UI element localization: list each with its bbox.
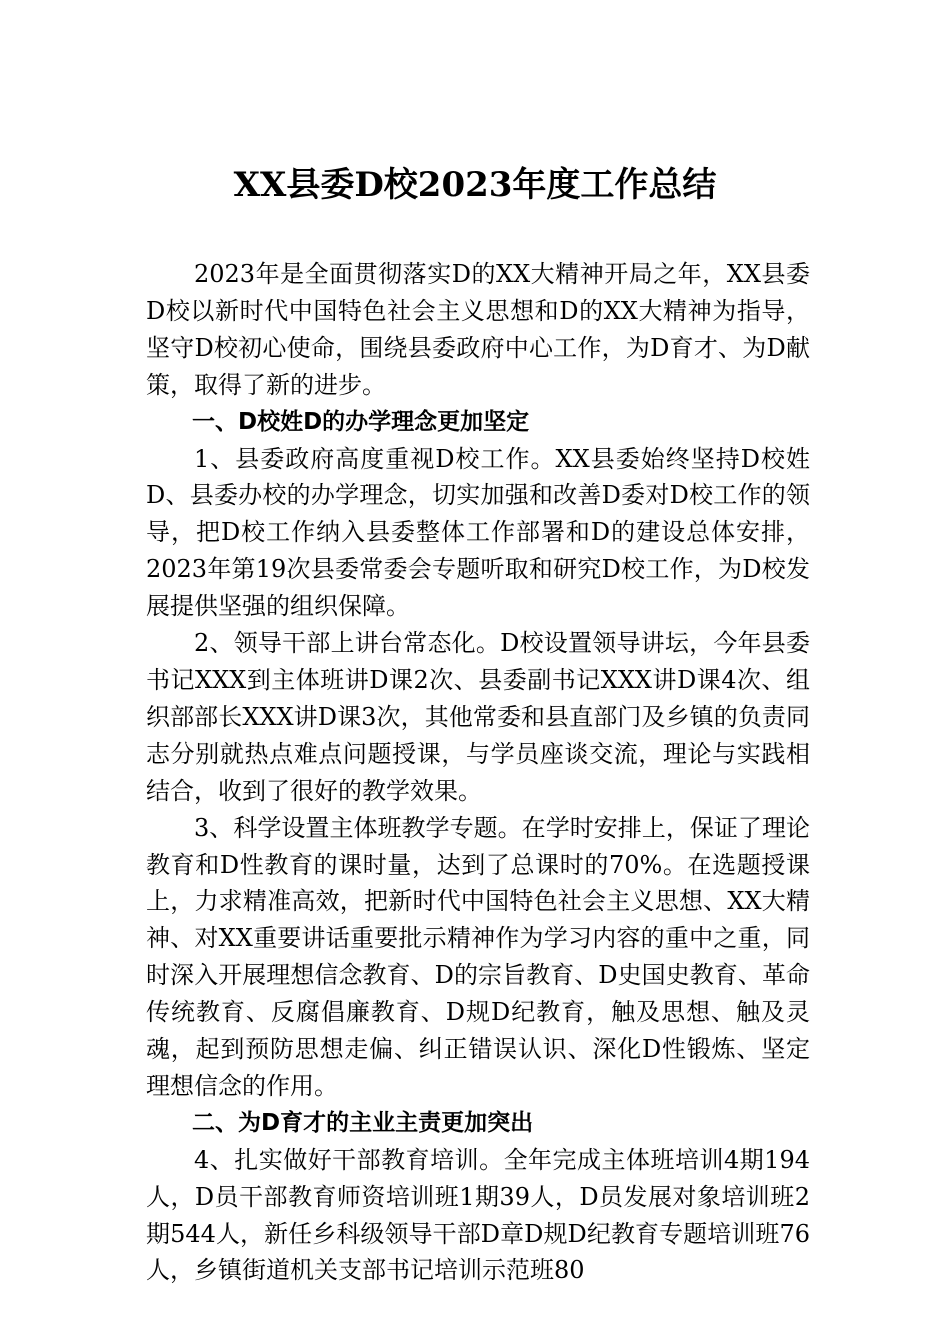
- body-paragraph: 2、领导干部上讲台常态化。D校设置领导讲坛，今年县委书记XXX到主体班讲D课2次、县委副书记XXX讲D课4次、组织部部长XXX讲D课3次，其他常委和县直部门及乡镇的负责同志分别就热点难点问题授课，与学员座谈交流，理论与实践相结合，收到了很好的教学效果。: [146, 629, 810, 805]
- document-title: XX县委D校2023年度工作总结: [233, 165, 717, 205]
- section-heading-2: 二、为D育才的主业主责更加突出: [192, 1109, 534, 1136]
- section-heading-1: 一、D校姓D的办学理念更加坚定: [192, 408, 530, 435]
- body-paragraph: 1、县委政府高度重视D校工作。XX县委始终坚持D校姓D、县委办校的办学理念，切实加强和改善D委对D校工作的领导，把D校工作纳入县委整体工作部署和D的建设总体安排，2023年第19次县委常委会专题听取和研究D校工作，为D校发展提供坚强的组织保障。: [146, 444, 810, 621]
- body-paragraph: 3、科学设置主体班教学专题。在学时安排上，保证了理论教育和D性教育的课时量，达到了总课时的70%。在选题授课上，力求精准高效，把新时代中国特色社会主义思想、XX大精神、对XX重要讲话重要批示精神作为学习内容的重中之重，同时深入开展理想信念教育、D的宗旨教育、D史国史教育、革命传统教育、反腐倡廉教育、D规D纪教育，触及思想、触及灵魂，起到预防思想走偏、纠正错误认识、深化D性锻炼、坚定理想信念的作用。: [146, 813, 810, 1100]
- document-body: [146, 256, 810, 1289]
- body-paragraph: 4、扎实做好干部教育培训。全年完成主体班培训4期194人，D员干部教育师资培训班1期39人，D员发展对象培训班2期544人，新任乡科级领导干部D章D规D纪教育专题培训班76人，乡镇街道机关支部书记培训示范班80: [146, 1145, 810, 1285]
- intro-paragraph: 2023年是全面贯彻落实D的XX大精神开局之年，XX县委D校以新时代中国特色社会主义思想和D的XX大精神为指导，坚守D校初心使命，围绕县委政府中心工作，为D育才、为D献策，取得了新的进步。: [146, 260, 810, 399]
